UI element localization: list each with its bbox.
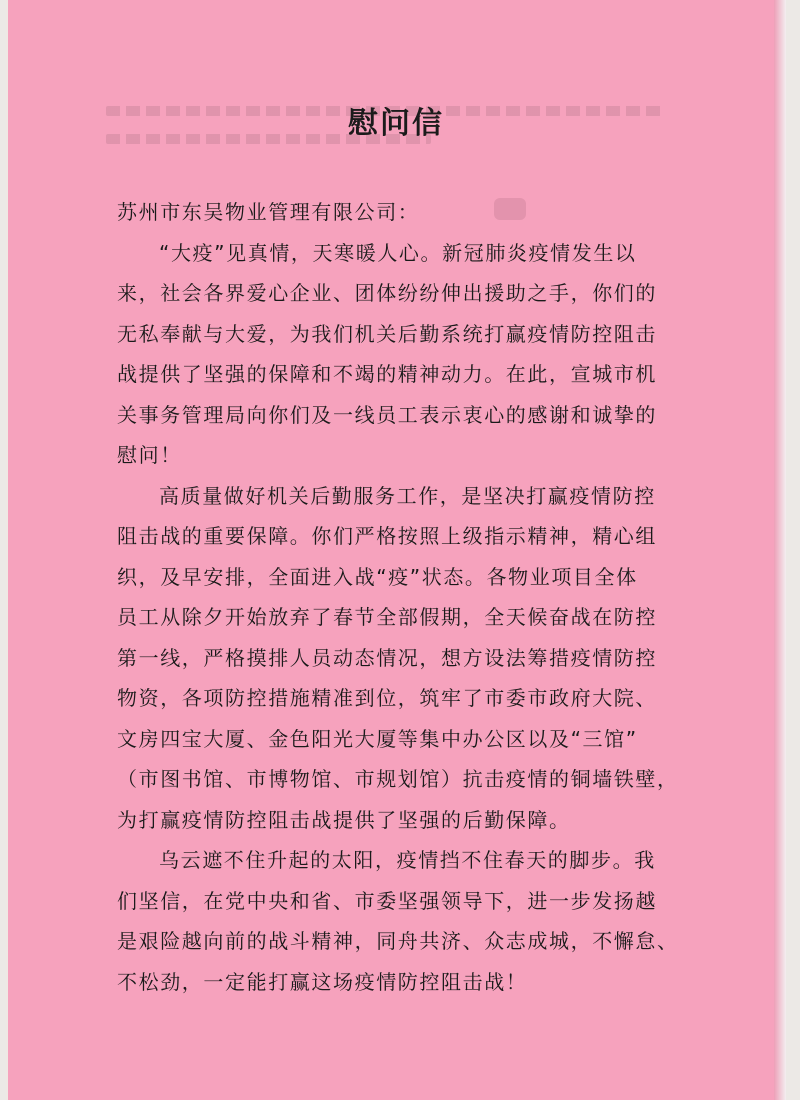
paragraph-line: 不松劲，一定能打赢这场疫情防控阻击战！ xyxy=(117,969,528,994)
paragraph-line: 无私奉献与大爱，为我们机关后勤系统打赢疫情防控阻击 xyxy=(117,321,657,346)
paragraph-line: 织，及早安排，全面进入战“疫”状态。各物业项目全体 xyxy=(117,564,638,589)
letter-body xyxy=(117,192,677,1002)
paragraph-line: 第一线，严格摸排人员动态情况，想方设法筹措疫情防控 xyxy=(117,645,657,670)
paragraph-line: 文房四宝大厦、金色阳光大厦等集中办公区以及“三馆” xyxy=(117,726,638,751)
paper-edge xyxy=(774,0,786,1100)
paragraph-line: 来，社会各界爱心企业、团体纷纷伸出援助之手，你们的 xyxy=(117,281,657,305)
letter-title: 慰问信 xyxy=(348,106,444,141)
paragraph-line: 阻击战的重要保障。你们严格按照上级指示精神，精心组 xyxy=(117,524,657,548)
paragraph-line: 战提供了坚强的保障和不竭的精神动力。在此，宣城市机 xyxy=(117,362,657,386)
paragraph-line: 乌云遮不住升起的太阳，疫情挡不住春天的脚步。我 xyxy=(159,848,656,872)
paragraph-line: 是艰险越向前的战斗精神，同舟共济、众志成城，不懈怠、 xyxy=(117,929,679,953)
paragraph-line: 慰问！ xyxy=(117,443,182,467)
paragraph-line: “大疫”见真情，天寒暖人心。新冠肺炎疫情发生以 xyxy=(159,240,637,265)
paragraph-line: 员工从除夕开始放弃了春节全部假期，全天候奋战在防控 xyxy=(117,605,657,629)
paragraph-line: 物资，各项防控措施精准到位，筑牢了市委市政府大院、 xyxy=(117,686,657,710)
paragraph-line: 关事务管理局向你们及一线员工表示衷心的感谢和诚挚的 xyxy=(117,402,657,427)
salutation: 苏州市东吴物业管理有限公司： xyxy=(117,200,420,224)
paragraph-line: 为打赢疫情防控阻击战提供了坚强的后勤保障。 xyxy=(117,807,571,832)
paragraph-line: （市图书馆、市博物馆、市规划馆）抗击疫情的铜墙铁壁， xyxy=(117,767,679,791)
paragraph-line: 们坚信，在党中央和省、市委坚强领导下，进一步发扬越 xyxy=(117,888,657,913)
paragraph-line: 高质量做好机关后勤服务工作，是坚决打赢疫情防控 xyxy=(159,483,656,508)
pink-letter-sheet xyxy=(6,0,786,1100)
